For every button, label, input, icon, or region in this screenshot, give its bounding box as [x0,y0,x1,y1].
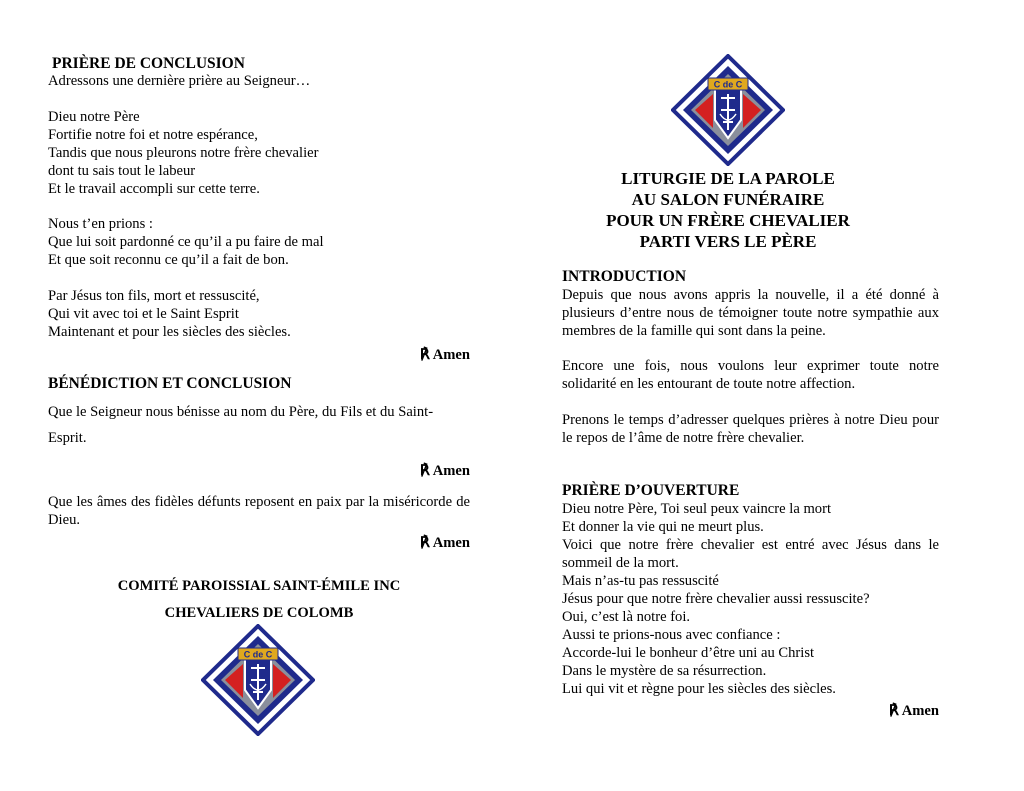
faithful-departed-paragraph: Que les âmes des fidèles défunts reposent en paix par la miséricorde de Dieu. [48,494,470,528]
knights-of-columbus-emblem [201,624,315,741]
title-line: AU SALON FUNÉRAIRE [631,190,825,209]
introduction-heading: INTRODUCTION [562,268,687,285]
organization-subtitle: CHEVALIERS DE COLOMB [164,605,354,621]
knights-of-columbus-emblem [671,54,785,171]
organization-name: COMITÉ PAROISSIAL SAINT-ÉMILE INC [117,578,401,594]
prayer-line: Oui, c’est là notre foi. [562,609,691,625]
benediction-heading: BÉNÉDICTION ET CONCLUSION [48,375,292,392]
introduction-paragraph: Prenons le temps d’adresser quelques prières à notre Dieu pour le repos de l’âme de notre frère chevalier. [562,412,939,446]
amen-response: ℟ Amen [419,535,470,551]
title-line: LITURGIE DE LA PAROLE [621,169,835,188]
prayer-line: Qui vit avec toi et le Saint Esprit [48,306,239,322]
amen-response: ℟ Amen [888,703,939,719]
closing-prayer-intro: Adressons une dernière prière au Seigneur… [48,73,311,89]
prayer-line: Fortifie notre foi et notre espérance, [48,127,258,143]
prayer-line: Mais n’as-tu pas ressuscité [562,573,719,589]
prayer-line: Et donner la vie qui ne meurt plus. [562,519,764,535]
prayer-line: Par Jésus ton fils, mort et ressuscité, [48,288,260,304]
emblem-icon [201,624,315,736]
title-line: POUR UN FRÈRE CHEVALIER [606,211,850,230]
emblem-text: C de C [713,79,743,90]
amen-response: ℟ Amen [419,347,470,363]
benediction-line: Que le Seigneur nous bénisse au nom du Père, du Fils et du Saint- [48,404,434,420]
prayer-line: Et que soit reconnu ce qu’il a fait de bon. [48,252,289,268]
prayer-line: Dieu notre Père, Toi seul peux vaincre la mort [562,501,832,517]
prayer-line: Lui qui vit et règne pour les siècles des siècles. [562,681,836,697]
emblem-icon [671,54,785,166]
prayer-line: Jésus pour que notre frère chevalier aussi ressuscite? [562,591,870,607]
prayer-line: Nous t’en prions : [48,216,153,232]
opening-prayer-heading: PRIÈRE D’OUVERTURE [562,482,740,499]
prayer-line: Maintenant et pour les siècles des siècles. [48,324,291,340]
closing-prayer-heading: PRIÈRE DE CONCLUSION [52,55,245,72]
prayer-line: Dieu notre Père [48,109,140,125]
introduction-paragraph: Depuis que nous avons appris la nouvelle, il a été donné à plusieurs d’entre nous de témoigner toute notre sympathie aux membres de la famille qui sont dans la peine. [562,287,939,339]
prayer-paragraph: Voici que notre frère chevalier est entré avec Jésus dans le sommeil de la mort. [562,537,939,571]
amen-response: ℟ Amen [419,463,470,479]
prayer-line: Accorde-lui le bonheur d’être uni au Christ [562,645,815,661]
prayer-line: Aussi te prions-nous avec confiance : [562,627,781,643]
prayer-line: Tandis que nous pleurons notre frère chevalier [48,145,319,161]
benediction-line: Esprit. [48,430,87,446]
prayer-line: Dans le mystère de sa résurrection. [562,663,767,679]
introduction-paragraph: Encore une fois, nous voulons leur exprimer toute notre solidarité en les entourant de toute notre affection. [562,358,939,392]
prayer-line: Que lui soit pardonné ce qu’il a pu faire de mal [48,234,324,250]
emblem-text: C de C [243,649,273,660]
prayer-line: Et le travail accompli sur cette terre. [48,181,260,197]
title-line: PARTI VERS LE PÈRE [639,232,817,251]
prayer-line: dont tu sais tout le labeur [48,163,196,179]
